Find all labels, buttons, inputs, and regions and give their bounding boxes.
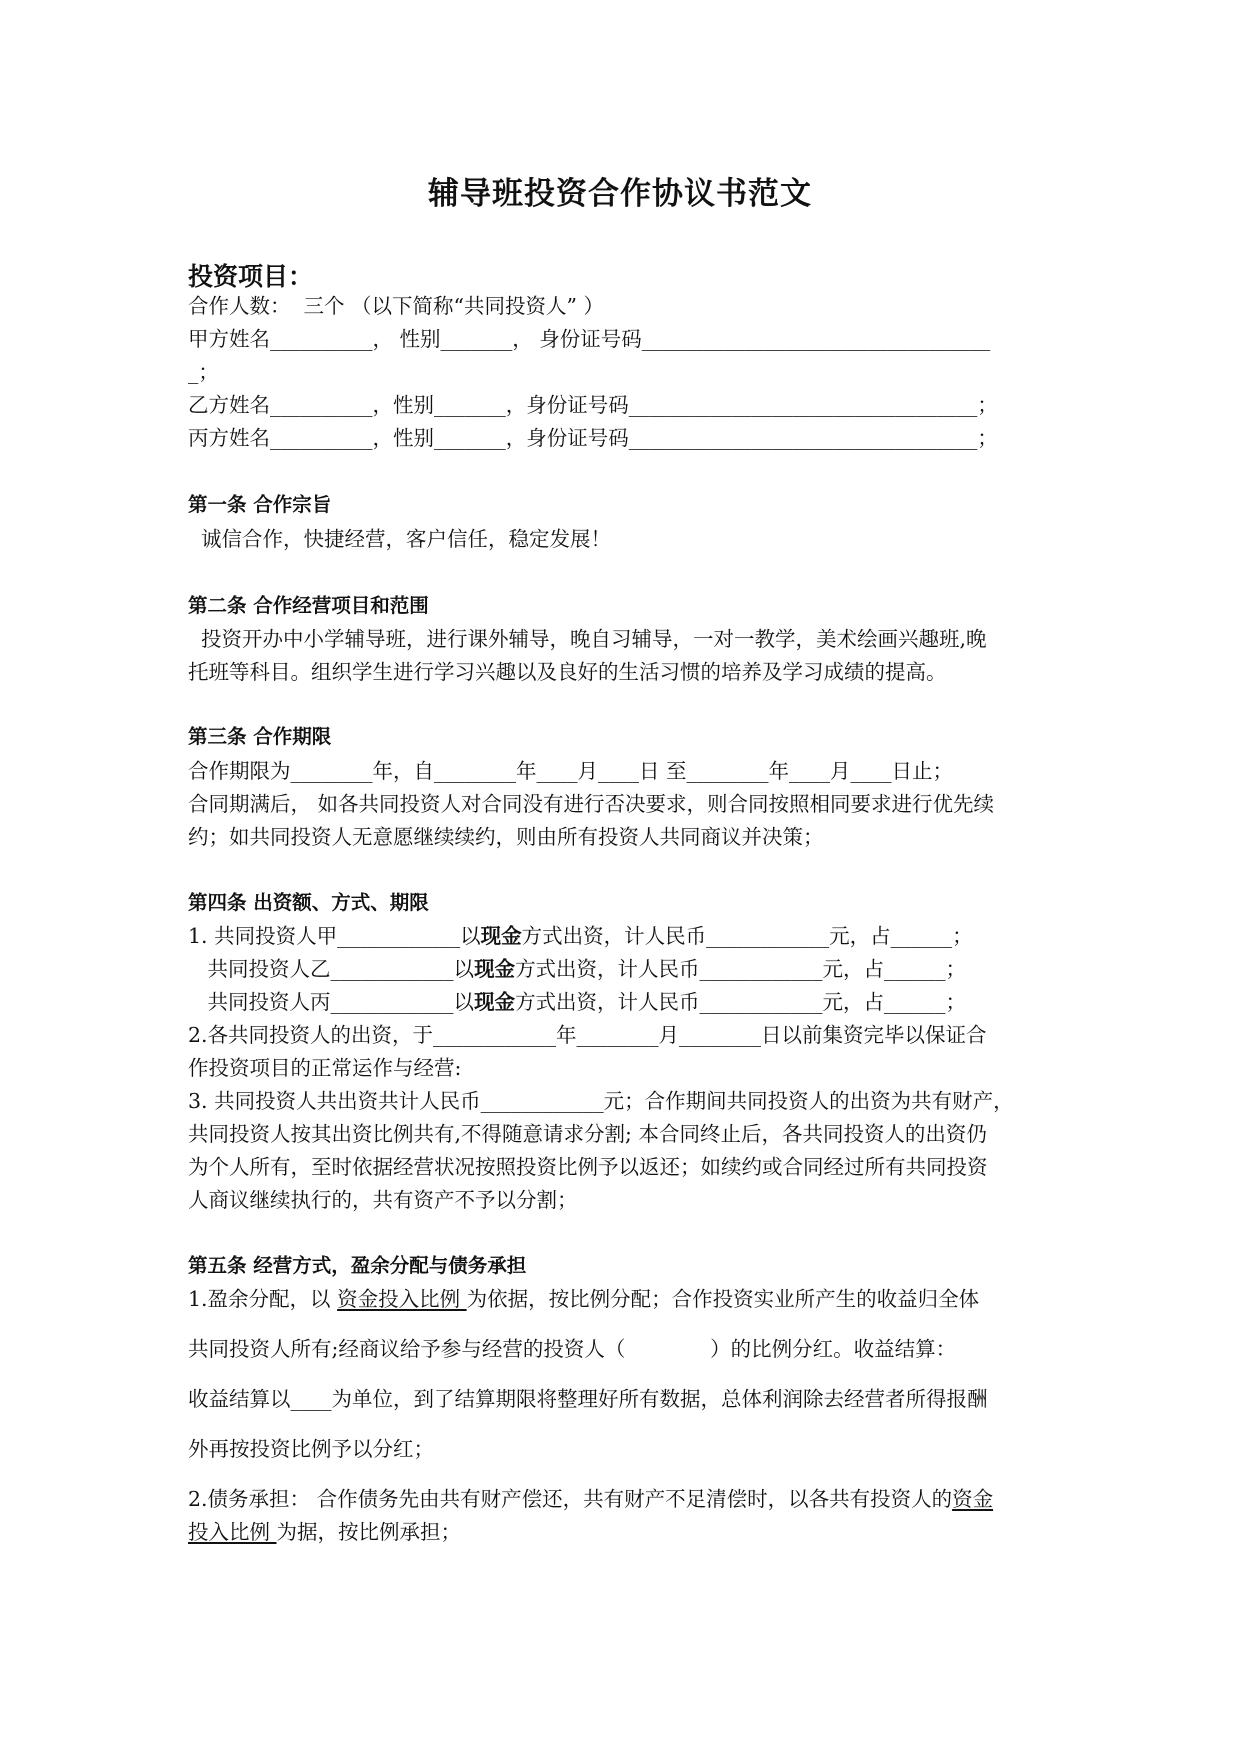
investor-a-line	[188, 924, 973, 948]
party-b-line: 乙方姓名__________，性别_______，身份证号码__________________________________；	[188, 393, 998, 417]
profit-distribution-pre: 1.盈余分配，以	[188, 1287, 338, 1311]
article-2-title: 第二条 合作经营项目和范围	[188, 594, 429, 617]
party-c-line: 丙方姓名__________，性别_______，身份证号码__________________________________；	[188, 426, 998, 450]
investor-line-pre: 共同投资人丙____________以	[188, 990, 475, 1014]
investor-line-post: 方式出资，计人民币____________元，占______；	[515, 957, 967, 981]
article-4-line: 人商议继续执行的，共有资产不予以分割；	[188, 1188, 578, 1212]
article-3-title: 第三条 合作期限	[188, 725, 332, 748]
document-title: 辅导班投资合作协议书范文	[428, 176, 812, 212]
article-4-line: 2.各共同投资人的出资，于____________年________月________日以前集资完毕以保证合	[188, 1023, 987, 1047]
cash-label: 现金	[474, 990, 516, 1014]
article-5-title: 第五条 经营方式，盈余分配与债务承担	[188, 1254, 527, 1277]
cash-label: 现金	[480, 924, 522, 948]
investor-line-post: 方式出资，计人民币____________元，占______；	[515, 990, 967, 1014]
article-5-line: 收益结算以____为单位，到了结算期限将整理好所有数据，总体利润除去经营者所得报酬	[188, 1387, 988, 1411]
profit-distribution-line	[188, 1287, 979, 1311]
article-2-line: 托班等科目。组织学生进行学习兴趣以及良好的生活习惯的培养及学习成绩的提高。	[188, 660, 947, 684]
article-4-line: 为个人所有，至时依据经营状况按照投资比例予以返还；如续约或合同经过所有共同投资	[188, 1155, 988, 1179]
party-a-line: 甲方姓名__________， 性别_______， 身份证号码__________________________________	[188, 327, 991, 351]
section-heading-investment-project: 投资项目：	[188, 262, 314, 291]
cash-label: 现金	[474, 957, 516, 981]
profit-distribution-post: 为依据，按比例分配；合作投资实业所产生的收益归全体	[466, 1287, 980, 1311]
investor-b-line	[188, 957, 966, 981]
partner-count-line: 合作人数： 三个 （以下简称“共同投资人” ）	[188, 294, 605, 318]
debt-bearing-continuation	[188, 1520, 461, 1544]
article-1-title: 第一条 合作宗旨	[188, 493, 332, 516]
article-4-title: 第四条 出资额、方式、期限	[188, 891, 429, 914]
article-4-line: 共同投资人按其出资比例共有,不得随意请求分割; 本合同终止后，各共同投资人的出资仍	[188, 1122, 987, 1146]
capital-ratio-underlined: 资金投入比例	[337, 1287, 467, 1311]
ratio-underlined: 投入比例	[188, 1520, 277, 1544]
debt-bearing-pre: 2.债务承担： 合作债务先由共有财产偿还，共有财产不足清偿时，以各共有投资人的	[188, 1487, 953, 1511]
article-3-line: 合同期满后， 如各共同投资人对合同没有进行否决要求，则合同按照相同要求进行优先续	[188, 792, 995, 816]
article-4-line: 3. 共同投资人共出资共计人民币____________元；合作期间共同投资人的出资为共有财产，	[188, 1089, 1014, 1113]
investor-line-post: 方式出资，计人民币____________元，占______；	[521, 924, 973, 948]
debt-bearing-line	[188, 1487, 993, 1511]
capital-underlined: 资金	[952, 1487, 994, 1511]
article-5-line: 共同投资人所有;经商议给予参与经营的投资人（ ）的比例分红。收益结算：	[188, 1337, 957, 1361]
article-5-line: 外再按投资比例予以分红；	[188, 1437, 434, 1461]
article-3-line: 约；如共同投资人无意愿继续续约，则由所有投资人共同商议并决策；	[188, 825, 824, 849]
party-a-continuation: _；	[188, 360, 219, 384]
article-4-line: 作投资项目的正常运作与经营:	[188, 1056, 462, 1080]
debt-bearing-post: 为据，按比例承担；	[276, 1520, 462, 1544]
article-3-line: 合作期限为________年，自________年____月____日 至________年____月____日止；	[188, 759, 954, 783]
investor-line-pre: 共同投资人乙____________以	[188, 957, 475, 981]
article-2-line: 投资开办中小学辅导班，进行课外辅导，晚自习辅导，一对一教学，美术绘画兴趣班,晚	[188, 627, 987, 651]
investor-line-pre: 1. 共同投资人甲____________以	[188, 924, 481, 948]
investor-c-line	[188, 990, 966, 1014]
article-1-line: 诚信合作，快捷经营，客户信任，稳定发展！	[188, 527, 612, 551]
